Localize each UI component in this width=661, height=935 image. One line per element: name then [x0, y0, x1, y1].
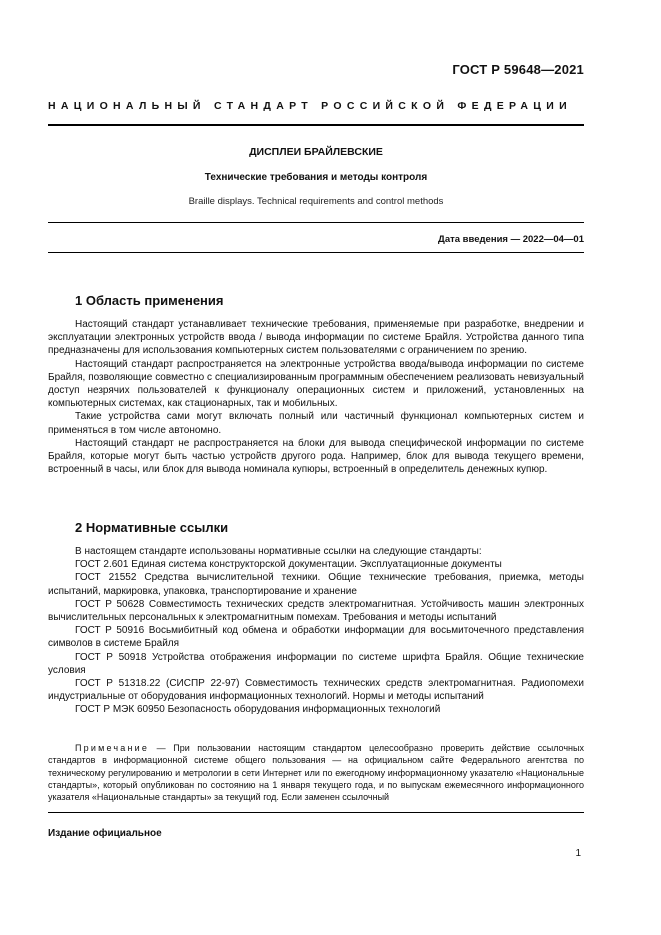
- paragraph: Такие устройства сами могут включать полный или частичный функционал компьютерных систем и применяться в том числе автономно.: [48, 411, 584, 436]
- note-label: Примечание: [75, 743, 150, 753]
- reference-item: ГОСТ Р 50916 Восьмибитный код обмена и обработки информации для восьмиточечного представления символов в системе Брайля: [48, 625, 584, 650]
- paragraph: Настоящий стандарт не распространяется на блоки для вывода специфической информации по системе Брайля, которые могут быть частью устройств другого рода. Например, блок для вывода текущего времени, встроенный в часы, или блок для вывода номинала купюры, встроенный в определитель денежных купюр.: [48, 437, 584, 476]
- title-divider: [48, 222, 584, 223]
- reference-item: ГОСТ Р 50628 Совместимость технических средств электромагнитная. Устойчивость машин электронных вычислительных персональных к электромагнитным помехам. Требования и методы испытаний: [48, 598, 584, 624]
- paragraph: Настоящий стандарт устанавливает технические требования, применяемые при разработке, внедрении и эксплуатации электронных устройств ввода / вывода информации по системе Брайля. Устройства данного типа предназначены для использования компьютерных систем пользователями с ограничением по зрению.: [48, 319, 584, 357]
- top-divider: [48, 124, 584, 126]
- document-english-title: Braille displays. Technical requirements and control methods: [188, 196, 444, 207]
- document-subtitle: Технические требования и методы контроля: [204, 172, 428, 183]
- document-title: ДИСПЛЕИ БРАЙЛЕВСКИЕ: [249, 146, 383, 158]
- section-2-body: [48, 545, 584, 717]
- introduction-date: Дата введения — 2022—04—01: [438, 234, 584, 245]
- note-text: — При пользовании настоящим стандартом целесообразно проверить действие ссылочных стандартов в информационной системе общего пользования — на официальном сайте Федерального агентства по техническому регулированию и метрологии в сети Интернет или по ежегодному информационному указателю «Национальные стандарты», который опубликован по состоянию на 1 января текущего года, и по выпускам ежемесячного информационного указателя «Национальные стандарты» за текущий год. Если заменен ссылочный: [48, 743, 584, 803]
- note-paragraph: [48, 742, 584, 803]
- paragraph: В настоящем стандарте использованы нормативные ссылки на следующие стандарты:: [75, 546, 482, 557]
- reference-item: ГОСТ Р МЭК 60950 Безопасность оборудования информационных технологий: [75, 704, 441, 716]
- national-standard-banner: НАЦИОНАЛЬНЫЙ СТАНДАРТ РОССИЙСКОЙ ФЕДЕРАЦИИ: [48, 100, 572, 112]
- reference-item: ГОСТ 21552 Средства вычислительной техники. Общие технические требования, приемка, методы испытаний, маркировка, упаковка, транспортирование и хранение: [48, 572, 584, 597]
- note-block: [48, 742, 584, 803]
- footer-divider: [48, 812, 584, 813]
- section-2-heading: 2 Нормативные ссылки: [75, 520, 229, 535]
- standard-code: ГОСТ Р 59648—2021: [452, 62, 584, 77]
- reference-item: ГОСТ 2.601 Единая система конструкторской документации. Эксплуатационные документы: [75, 559, 502, 571]
- section-1-body: [48, 318, 584, 476]
- date-divider: [48, 252, 584, 253]
- page-number: 1: [575, 848, 581, 859]
- reference-item: ГОСТ Р 51318.22 (СИСПР 22-97) Совместимость технических средств электромагнитная. Радиопомехи индустриальные от оборудования информационных технологий. Нормы и методы испытаний: [48, 678, 584, 703]
- official-edition-label: Издание официальное: [48, 828, 162, 839]
- section-1-heading: 1 Область применения: [75, 293, 224, 308]
- paragraph: Настоящий стандарт распространяется на электронные устройства ввода/вывода информации по системе Брайля, позволяющие совместно с специализированным программным обеспечением реализовать невизуальный доступ незрячих пользователей к функционалу операционных систем и приложений, установленных на компьютерных системах, как стационарных, так и мобильных.: [48, 358, 584, 410]
- reference-item: ГОСТ Р 50918 Устройства отображения информации по системе шрифта Брайля. Общие технические условия: [48, 651, 584, 676]
